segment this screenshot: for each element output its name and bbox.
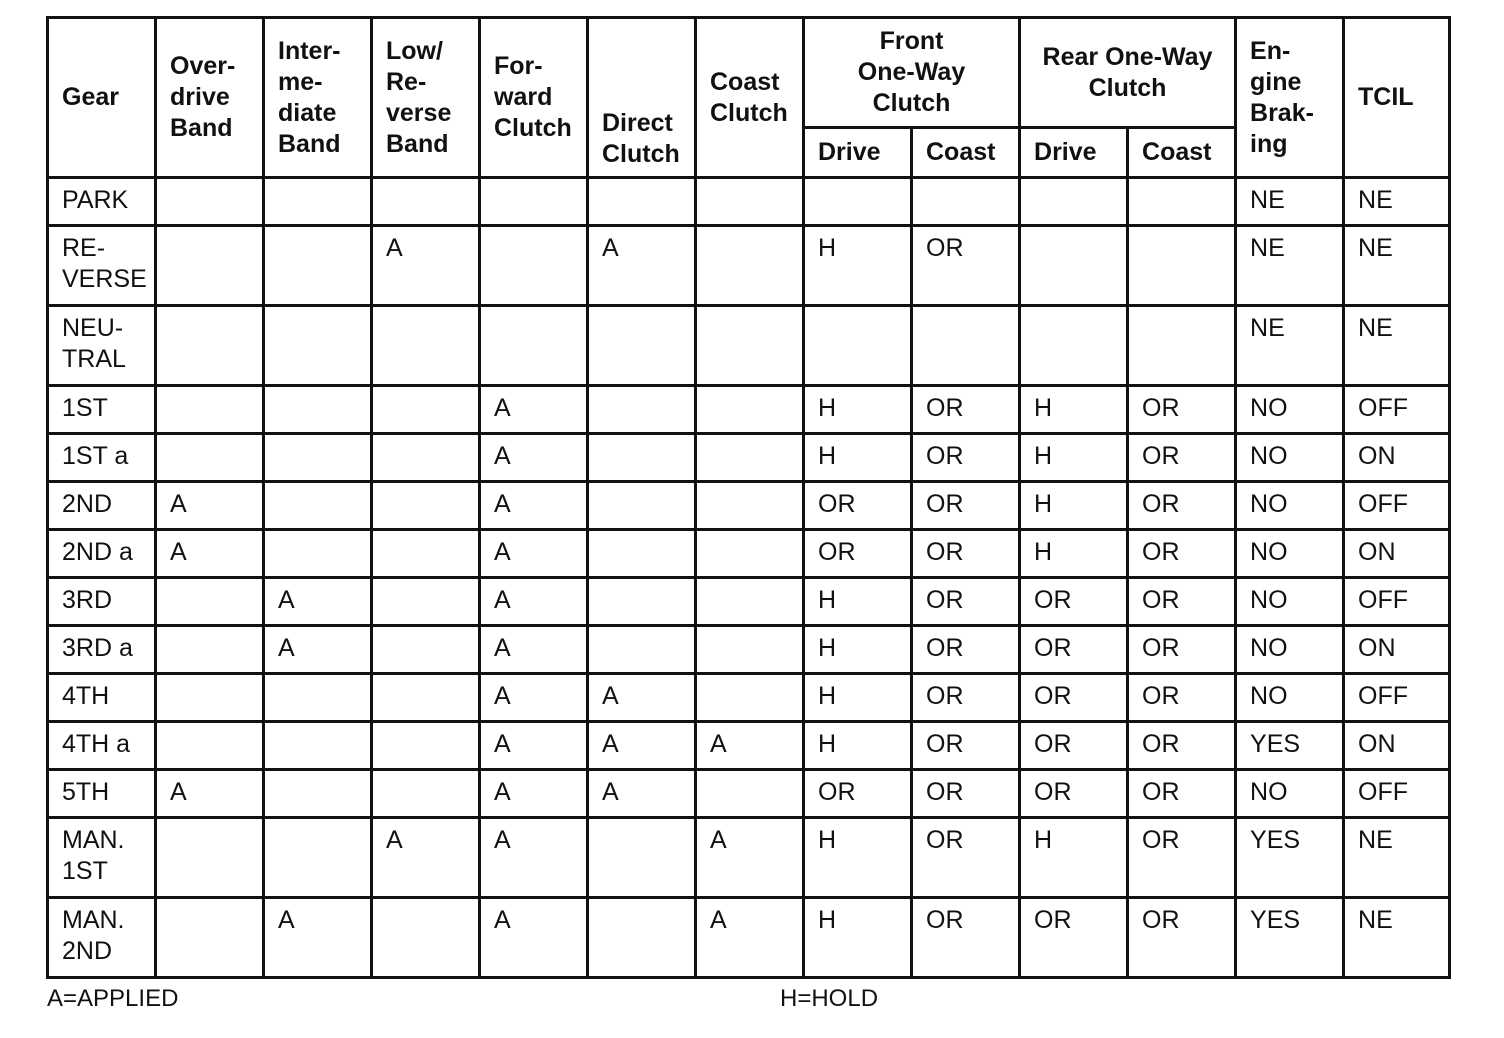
cell-rear-coast: OR xyxy=(1128,722,1236,770)
cell-direct-clutch: A xyxy=(588,722,696,770)
cell-engine-braking: YES xyxy=(1236,722,1344,770)
cell-coast-clutch xyxy=(696,770,804,818)
table-row xyxy=(48,226,1450,306)
cell-rear-coast: OR xyxy=(1128,626,1236,674)
cell-tcil: OFF xyxy=(1344,386,1450,434)
cell-coast-clutch xyxy=(696,530,804,578)
cell-rear-drive xyxy=(1020,306,1128,386)
cell-gear: RE- VERSE xyxy=(48,226,156,306)
cell-coast-clutch: A xyxy=(696,898,804,978)
table-row xyxy=(48,482,1450,530)
cell-gear: 3RD a xyxy=(48,626,156,674)
cell-tcil: OFF xyxy=(1344,482,1450,530)
cell-rear-drive: OR xyxy=(1020,626,1128,674)
cell-direct-clutch xyxy=(588,626,696,674)
cell-rear-coast: OR xyxy=(1128,770,1236,818)
cell-intermediate-band xyxy=(264,722,372,770)
cell-engine-braking: NO xyxy=(1236,386,1344,434)
cell-front-coast: OR xyxy=(912,482,1020,530)
cell-coast-clutch xyxy=(696,226,804,306)
cell-rear-drive: H xyxy=(1020,818,1128,898)
cell-front-drive: H xyxy=(804,818,912,898)
cell-front-drive: OR xyxy=(804,530,912,578)
cell-direct-clutch xyxy=(588,178,696,226)
cell-low-reverse-band: A xyxy=(372,818,480,898)
cell-tcil: ON xyxy=(1344,626,1450,674)
cell-gear: 4TH xyxy=(48,674,156,722)
cell-direct-clutch xyxy=(588,818,696,898)
cell-front-coast: OR xyxy=(912,818,1020,898)
cell-rear-coast xyxy=(1128,306,1236,386)
cell-forward-clutch: A xyxy=(480,578,588,626)
header-tcil: TCIL xyxy=(1344,18,1450,178)
table-body xyxy=(48,178,1450,978)
cell-gear: 2ND xyxy=(48,482,156,530)
cell-intermediate-band xyxy=(264,434,372,482)
cell-tcil: OFF xyxy=(1344,578,1450,626)
cell-low-reverse-band xyxy=(372,578,480,626)
cell-front-coast: OR xyxy=(912,674,1020,722)
cell-overdrive-band: A xyxy=(156,482,264,530)
cell-overdrive-band xyxy=(156,578,264,626)
cell-engine-braking: NO xyxy=(1236,770,1344,818)
cell-overdrive-band xyxy=(156,178,264,226)
cell-rear-coast: OR xyxy=(1128,434,1236,482)
cell-front-drive xyxy=(804,178,912,226)
header-gear: Gear xyxy=(48,18,156,178)
shift-schedule-table xyxy=(46,16,1451,979)
cell-overdrive-band xyxy=(156,226,264,306)
cell-front-drive: H xyxy=(804,578,912,626)
cell-rear-coast: OR xyxy=(1128,578,1236,626)
cell-low-reverse-band xyxy=(372,386,480,434)
cell-intermediate-band xyxy=(264,530,372,578)
header-engine-braking: En- gine Brak- ing xyxy=(1236,18,1344,178)
cell-rear-drive: OR xyxy=(1020,674,1128,722)
header-rear-one-way-clutch: Rear One-Way Clutch xyxy=(1020,18,1236,128)
cell-overdrive-band xyxy=(156,818,264,898)
cell-tcil: NE xyxy=(1344,226,1450,306)
cell-gear: MAN. 1ST xyxy=(48,818,156,898)
cell-forward-clutch xyxy=(480,306,588,386)
cell-intermediate-band xyxy=(264,306,372,386)
cell-coast-clutch xyxy=(696,674,804,722)
cell-rear-drive: H xyxy=(1020,482,1128,530)
cell-coast-clutch xyxy=(696,578,804,626)
cell-direct-clutch xyxy=(588,530,696,578)
cell-tcil: ON xyxy=(1344,434,1450,482)
cell-engine-braking: YES xyxy=(1236,818,1344,898)
cell-rear-coast: OR xyxy=(1128,818,1236,898)
cell-direct-clutch xyxy=(588,578,696,626)
cell-overdrive-band xyxy=(156,898,264,978)
cell-direct-clutch xyxy=(588,306,696,386)
cell-tcil: ON xyxy=(1344,722,1450,770)
cell-rear-drive: H xyxy=(1020,386,1128,434)
cell-low-reverse-band xyxy=(372,674,480,722)
cell-front-coast: OR xyxy=(912,434,1020,482)
cell-low-reverse-band xyxy=(372,722,480,770)
cell-front-coast: OR xyxy=(912,386,1020,434)
cell-intermediate-band xyxy=(264,226,372,306)
cell-direct-clutch xyxy=(588,482,696,530)
cell-direct-clutch xyxy=(588,898,696,978)
header-front-one-way-clutch: Front One-Way Clutch xyxy=(804,18,1020,128)
cell-front-drive: H xyxy=(804,386,912,434)
cell-front-drive: H xyxy=(804,626,912,674)
cell-front-drive: OR xyxy=(804,482,912,530)
cell-front-drive: OR xyxy=(804,770,912,818)
table-row xyxy=(48,626,1450,674)
cell-gear: 1ST xyxy=(48,386,156,434)
legend-applied: A=APPLIED xyxy=(47,985,179,1012)
header-rear-coast: Coast xyxy=(1128,128,1236,178)
cell-forward-clutch: A xyxy=(480,530,588,578)
cell-rear-coast xyxy=(1128,226,1236,306)
cell-forward-clutch: A xyxy=(480,626,588,674)
table-row xyxy=(48,578,1450,626)
header-forward-clutch: For- ward Clutch xyxy=(480,18,588,178)
cell-coast-clutch xyxy=(696,626,804,674)
cell-engine-braking: NO xyxy=(1236,530,1344,578)
cell-front-drive: H xyxy=(804,434,912,482)
cell-tcil: NE xyxy=(1344,306,1450,386)
cell-overdrive-band xyxy=(156,722,264,770)
cell-engine-braking: NE xyxy=(1236,178,1344,226)
cell-rear-drive: H xyxy=(1020,530,1128,578)
cell-rear-coast: OR xyxy=(1128,482,1236,530)
cell-overdrive-band xyxy=(156,386,264,434)
cell-forward-clutch xyxy=(480,178,588,226)
cell-direct-clutch xyxy=(588,434,696,482)
cell-engine-braking: NE xyxy=(1236,226,1344,306)
cell-tcil: NE xyxy=(1344,818,1450,898)
table-row xyxy=(48,898,1450,978)
cell-front-coast: OR xyxy=(912,226,1020,306)
cell-forward-clutch: A xyxy=(480,434,588,482)
cell-low-reverse-band xyxy=(372,178,480,226)
cell-front-coast: OR xyxy=(912,578,1020,626)
cell-low-reverse-band xyxy=(372,770,480,818)
table-row xyxy=(48,178,1450,226)
table-row xyxy=(48,722,1450,770)
cell-coast-clutch: A xyxy=(696,722,804,770)
cell-direct-clutch: A xyxy=(588,770,696,818)
cell-intermediate-band xyxy=(264,178,372,226)
cell-direct-clutch: A xyxy=(588,674,696,722)
cell-rear-coast: OR xyxy=(1128,386,1236,434)
cell-tcil: NE xyxy=(1344,178,1450,226)
cell-overdrive-band xyxy=(156,306,264,386)
cell-front-drive: H xyxy=(804,898,912,978)
cell-engine-braking: NE xyxy=(1236,306,1344,386)
cell-low-reverse-band xyxy=(372,482,480,530)
cell-intermediate-band xyxy=(264,482,372,530)
cell-front-drive: H xyxy=(804,226,912,306)
cell-rear-drive: OR xyxy=(1020,770,1128,818)
cell-front-coast: OR xyxy=(912,770,1020,818)
cell-coast-clutch xyxy=(696,178,804,226)
cell-intermediate-band xyxy=(264,386,372,434)
cell-rear-drive xyxy=(1020,178,1128,226)
cell-forward-clutch: A xyxy=(480,722,588,770)
cell-low-reverse-band xyxy=(372,434,480,482)
cell-forward-clutch: A xyxy=(480,770,588,818)
cell-low-reverse-band: A xyxy=(372,226,480,306)
header-low-reverse-band: Low/ Re- verse Band xyxy=(372,18,480,178)
header-front-drive: Drive xyxy=(804,128,912,178)
cell-engine-braking: NO xyxy=(1236,482,1344,530)
cell-front-drive: H xyxy=(804,722,912,770)
cell-direct-clutch xyxy=(588,386,696,434)
header-front-coast: Coast xyxy=(912,128,1020,178)
cell-tcil: ON xyxy=(1344,530,1450,578)
cell-gear: 2ND a xyxy=(48,530,156,578)
cell-front-coast: OR xyxy=(912,722,1020,770)
cell-intermediate-band: A xyxy=(264,578,372,626)
header-coast-clutch: Coast Clutch xyxy=(696,18,804,178)
table-row xyxy=(48,674,1450,722)
cell-front-coast xyxy=(912,178,1020,226)
header-rear-drive: Drive xyxy=(1020,128,1128,178)
cell-coast-clutch: A xyxy=(696,818,804,898)
cell-intermediate-band xyxy=(264,674,372,722)
cell-low-reverse-band xyxy=(372,530,480,578)
cell-forward-clutch xyxy=(480,226,588,306)
cell-forward-clutch: A xyxy=(480,898,588,978)
cell-intermediate-band: A xyxy=(264,898,372,978)
cell-tcil: OFF xyxy=(1344,770,1450,818)
table-row xyxy=(48,530,1450,578)
cell-intermediate-band: A xyxy=(264,626,372,674)
table-row xyxy=(48,306,1450,386)
cell-overdrive-band xyxy=(156,674,264,722)
cell-overdrive-band xyxy=(156,626,264,674)
cell-rear-drive: OR xyxy=(1020,898,1128,978)
cell-front-coast: OR xyxy=(912,530,1020,578)
cell-gear: MAN. 2ND xyxy=(48,898,156,978)
cell-engine-braking: NO xyxy=(1236,674,1344,722)
cell-front-drive xyxy=(804,306,912,386)
cell-intermediate-band xyxy=(264,770,372,818)
cell-engine-braking: YES xyxy=(1236,898,1344,978)
cell-gear: 3RD xyxy=(48,578,156,626)
table-row xyxy=(48,434,1450,482)
cell-front-coast: OR xyxy=(912,898,1020,978)
cell-coast-clutch xyxy=(696,306,804,386)
cell-forward-clutch: A xyxy=(480,674,588,722)
table-row xyxy=(48,818,1450,898)
cell-intermediate-band xyxy=(264,818,372,898)
cell-tcil: OFF xyxy=(1344,674,1450,722)
cell-rear-drive: OR xyxy=(1020,722,1128,770)
cell-gear: 5TH xyxy=(48,770,156,818)
cell-overdrive-band: A xyxy=(156,530,264,578)
cell-tcil: NE xyxy=(1344,898,1450,978)
cell-forward-clutch: A xyxy=(480,818,588,898)
cell-rear-coast: OR xyxy=(1128,530,1236,578)
cell-rear-drive xyxy=(1020,226,1128,306)
cell-rear-drive: OR xyxy=(1020,578,1128,626)
table-row xyxy=(48,770,1450,818)
cell-rear-coast: OR xyxy=(1128,898,1236,978)
cell-rear-coast: OR xyxy=(1128,674,1236,722)
cell-engine-braking: NO xyxy=(1236,626,1344,674)
cell-gear: 4TH a xyxy=(48,722,156,770)
cell-overdrive-band: A xyxy=(156,770,264,818)
cell-front-drive: H xyxy=(804,674,912,722)
table-row xyxy=(48,386,1450,434)
cell-rear-coast xyxy=(1128,178,1236,226)
cell-coast-clutch xyxy=(696,386,804,434)
cell-engine-braking: NO xyxy=(1236,434,1344,482)
cell-coast-clutch xyxy=(696,434,804,482)
cell-gear: PARK xyxy=(48,178,156,226)
cell-gear: 1ST a xyxy=(48,434,156,482)
cell-direct-clutch: A xyxy=(588,226,696,306)
cell-front-coast xyxy=(912,306,1020,386)
cell-rear-drive: H xyxy=(1020,434,1128,482)
cell-coast-clutch xyxy=(696,482,804,530)
legend-hold: H=HOLD xyxy=(780,985,879,1012)
cell-engine-braking: NO xyxy=(1236,578,1344,626)
header-intermediate-band: Inter- me- diate Band xyxy=(264,18,372,178)
cell-low-reverse-band xyxy=(372,898,480,978)
header-overdrive-band: Over- drive Band xyxy=(156,18,264,178)
cell-forward-clutch: A xyxy=(480,482,588,530)
header-direct-clutch: Direct Clutch xyxy=(588,18,696,178)
cell-low-reverse-band xyxy=(372,306,480,386)
cell-gear: NEU- TRAL xyxy=(48,306,156,386)
cell-front-coast: OR xyxy=(912,626,1020,674)
cell-overdrive-band xyxy=(156,434,264,482)
cell-low-reverse-band xyxy=(372,626,480,674)
cell-forward-clutch: A xyxy=(480,386,588,434)
